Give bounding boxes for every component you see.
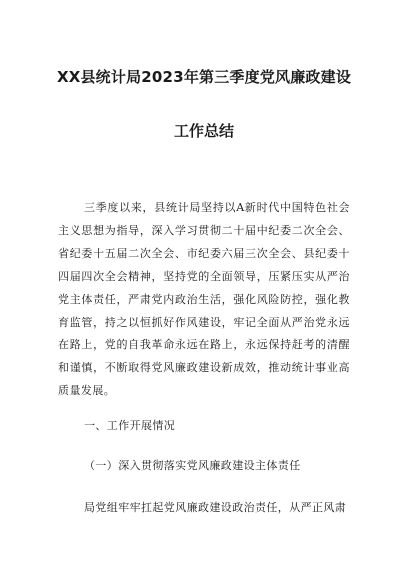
section-heading: 一、工作开展情况: [84, 419, 176, 432]
intro-line: 主义思想为指导，深入学习贯彻二十届中纪委二次全会、: [58, 223, 350, 237]
paragraph-start: 局党组牢牢扛起党风廉政建设政治责任，从严正风肃: [84, 501, 347, 514]
intro-line: 在路上，党的自我革命永远在路上，永远保持赶考的清醒: [58, 338, 350, 352]
intro-line: 四届四次全会精神，坚持党的全面领导，压紧压实从严治: [58, 269, 350, 283]
document-title-line-2: 工作总结: [173, 122, 234, 140]
intro-line: 质量发展。: [58, 384, 116, 398]
intro-line: 和谨慎，不断取得党风廉政建设新成效，推动统计事业高: [58, 361, 350, 375]
subsection-heading: （一）深入贯彻落实党风廉政建设主体责任: [84, 459, 301, 472]
intro-line: 三季度以来，县统计局坚持以A新时代中国特色社会: [84, 201, 350, 214]
intro-line: 省纪委十五届二次全会、市纪委六届三次全会、县纪委十: [58, 246, 350, 260]
intro-paragraph: [58, 197, 350, 403]
intro-line: 育监管，持之以恒抓好作风建设，牢记全面从严治党永远: [58, 315, 350, 329]
intro-line: 党主体责任，严肃党内政治生活，强化风险防控，强化教: [58, 292, 350, 306]
document-title-line-1: XX县统计局2023年第三季度党风廉政建设: [56, 68, 352, 86]
